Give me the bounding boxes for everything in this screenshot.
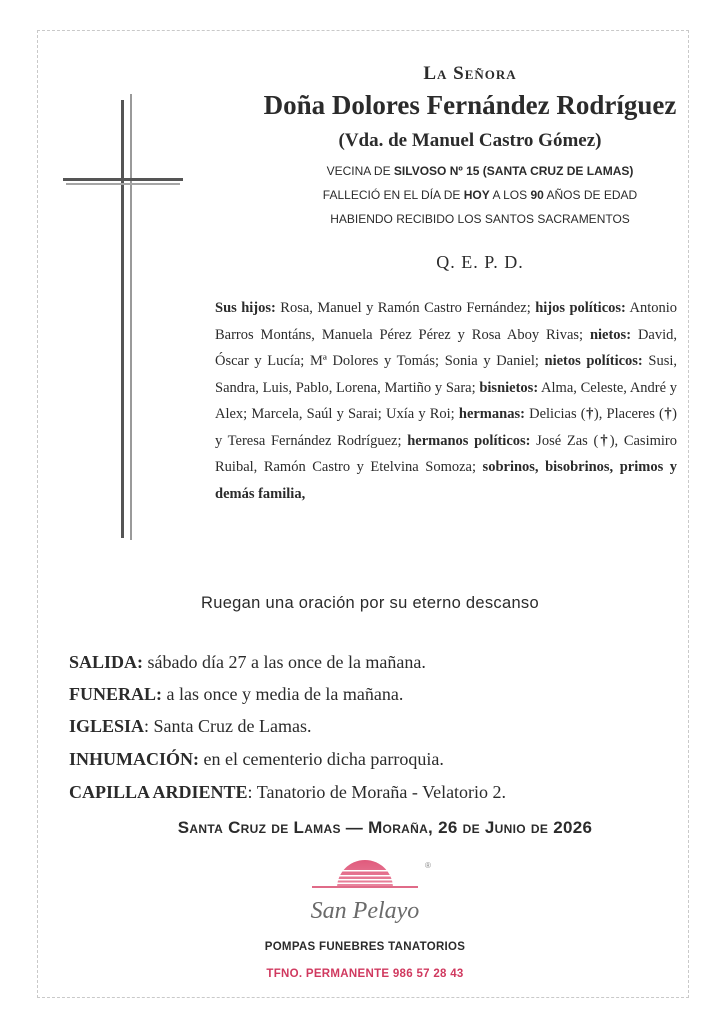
prayer-line: Ruegan una oración por su eterno descanso (201, 594, 539, 612)
widow-of: (Vda. de Manuel Castro Gómez) (338, 130, 602, 151)
cross-icon-vertical-shadow (130, 94, 132, 540)
cross-icon-horizontal (63, 178, 183, 181)
cross-icon-vertical (121, 100, 124, 538)
logo-text: San Pelayo (310, 898, 420, 924)
san-pelayo-logo (290, 856, 440, 932)
cross-icon: † (585, 406, 594, 422)
cross-icon-horizontal-shadow (66, 183, 180, 185)
sacraments-line: HABIENDO RECIBIDO LOS SANTOS SACRAMENTOS (330, 212, 630, 226)
company-name: POMPAS FUNEBRES TANATORIOS (264, 941, 466, 953)
registered-mark: ® (425, 861, 431, 870)
family-paragraph: Sus hijos: Rosa, Manuel y Ramón Castro Fernández; hijos políticos: Antonio Barros Montáns, Manuela Pérez Pérez y Rosa Aboy Rivas; nietos: David, Óscar y Lucía; Mª Dolores y Tomás; Sonia y Daniel; nietos políticos: Susi, Sandra, Luis, Pablo, Lorena, Martiño y Sara; bisnietos: Alma, Celeste, André y Alex; Marcela, Saúl y Sarai; Uxía y Roi; hermanas: Delicias (†), Placeres (†) y Teresa Fernández Rodríguez; hermanos políticos: José Zas (†), Casimiro Ruibal, Ramón Castro y Etelvina Somoza; sobrinos, bisobrinos, primos y demás familia, (215, 300, 678, 502)
deceased-name: Doña Dolores Fernández Rodríguez (263, 90, 677, 120)
detail-capilla-ardiente: CAPILLA ARDIENTE: Tanatorio de Moraña - Velatorio 2. (69, 782, 507, 802)
place-date: Santa Cruz de Lamas — Moraña, 26 de Junio de 2026 (177, 818, 593, 837)
phone-number: TFNO. PERMANENTE 986 57 28 43 (266, 968, 464, 980)
title-prefix: La Señora (423, 63, 517, 84)
detail-salida: SALIDA: sábado día 27 a las once de la mañana. (69, 652, 426, 672)
detail-funeral: FUNERAL: a las once y media de la mañana. (69, 684, 404, 704)
cross-icon: † (663, 406, 673, 422)
cross-icon: † (598, 432, 610, 449)
qepd: Q. E. P. D. (436, 252, 524, 272)
residence-line: VECINA DE SILVOSO Nº 15 (SANTA CRUZ DE LAMAS) (326, 164, 634, 178)
detail-inhumacion: INHUMACIÓN: en el cementerio dicha parroquia. (69, 749, 444, 769)
detail-iglesia: IGLESIA: Santa Cruz de Lamas. (69, 716, 312, 736)
death-line: FALLECIÓ EN EL DÍA DE HOY A LOS 90 AÑOS DE EDAD (322, 188, 638, 202)
